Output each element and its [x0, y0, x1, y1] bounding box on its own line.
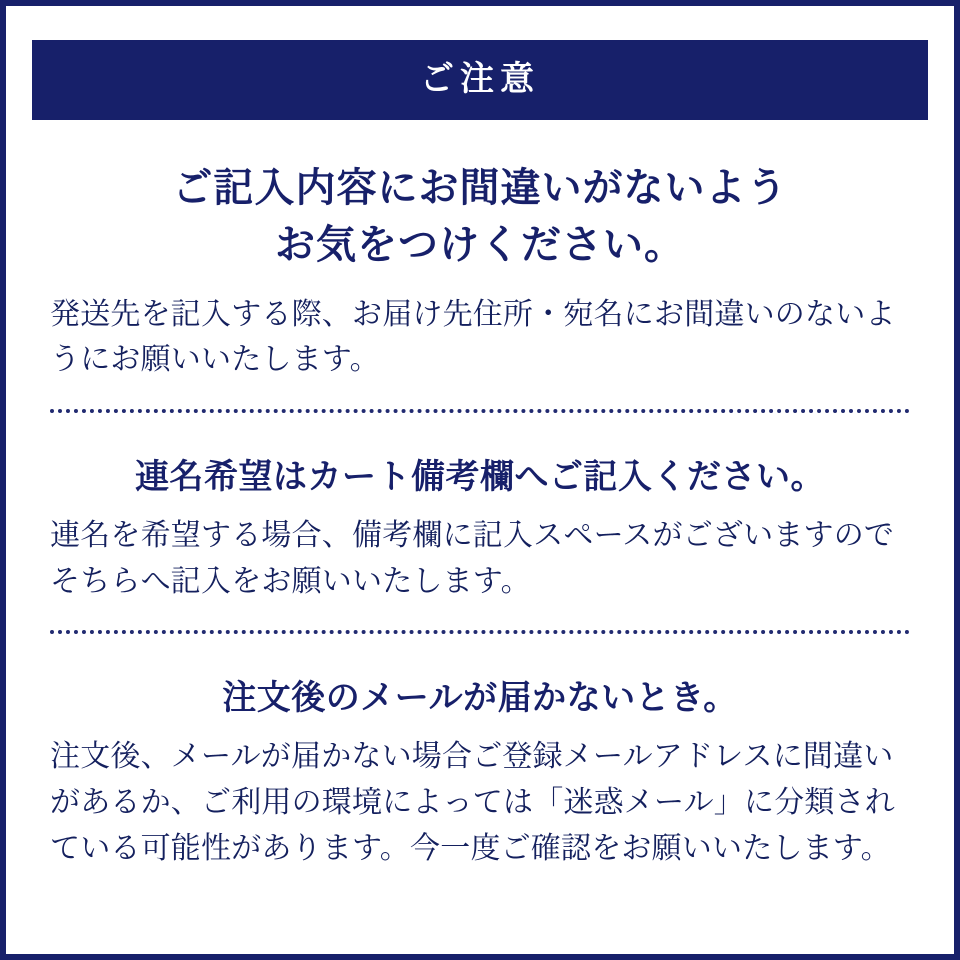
- lead-heading-line-2: お気をつけください。: [275, 222, 685, 267]
- notice-section-mail: [50, 644, 910, 871]
- section-heading-mail: 注文後のメールが届かないとき。: [222, 679, 738, 718]
- section-body-renmei: 連名を希望する場合、備考欄に記入スペースがございますのでそちらへ記入をお願いいたします。: [50, 518, 895, 598]
- lead-heading: [50, 160, 910, 274]
- notice-content: [6, 160, 954, 871]
- section-body-mail: 注文後、メールが届かない場合ご登録メールアドレスに間違いがあるか、ご利用の環境によっては「迷惑メール」に分類されている可能性があります。今一度ご確認をお願いいたします。: [50, 740, 895, 865]
- section-divider-2: [50, 630, 910, 634]
- section-heading-renmei: 連名希望はカート備考欄へご記入ください。: [135, 457, 825, 496]
- lead-body-text: 発送先を記入する際、お届け先住所・宛名にお間違いのないようにお願いいたします。: [50, 297, 896, 377]
- notice-banner-title: ご注意: [32, 40, 928, 120]
- lead-heading-line-1: ご記入内容にお間違いがないよう: [172, 166, 788, 210]
- notice-section-renmei: [50, 423, 910, 604]
- section-divider-1: [50, 409, 910, 413]
